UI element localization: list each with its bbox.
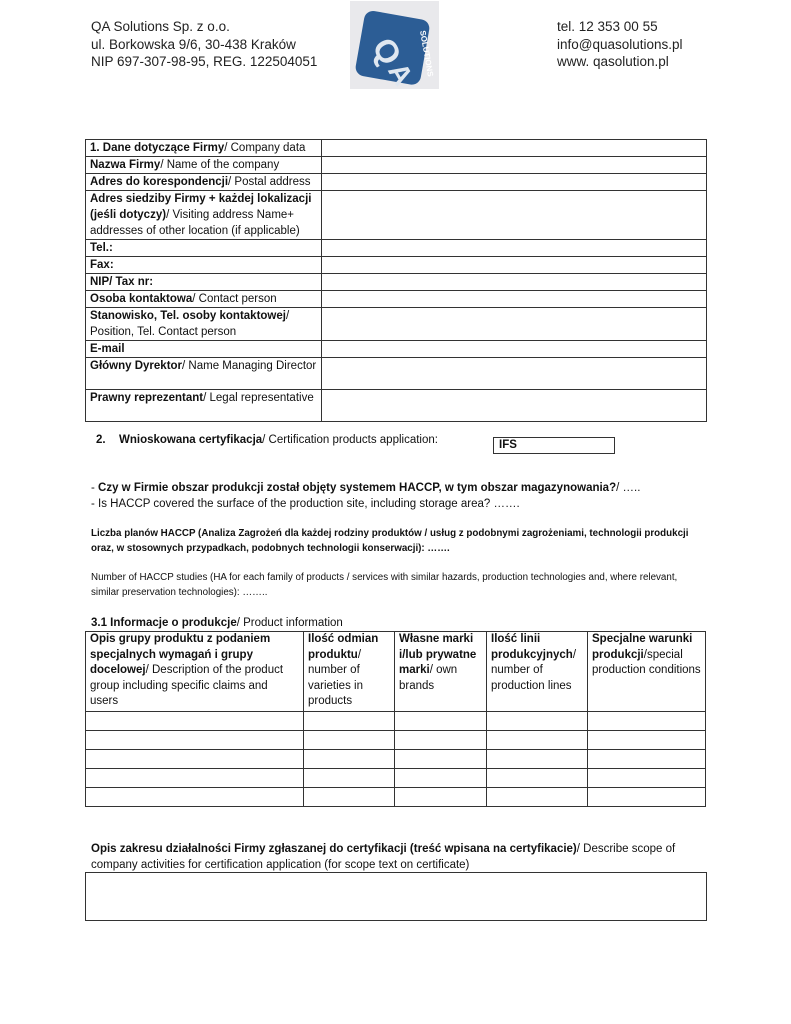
company-data-title: 1. Dane dotyczące Firmy/ Company data [86,140,322,157]
table-row [86,731,706,750]
product-cell[interactable] [304,712,395,731]
product-cell[interactable] [487,788,588,807]
qa-solutions-logo [350,1,439,89]
field-input-legal-representative[interactable] [322,390,707,422]
product-cell[interactable] [86,769,304,788]
field-label-managing-director: Główny Dyrektor/ Name Managing Director [86,358,322,390]
product-cell[interactable] [588,769,706,788]
product-cell[interactable] [304,731,395,750]
certification-label-pl: Wnioskowana certyfikacja [119,434,263,446]
field-label-contact-position: Stanowisko, Tel. osoby kontaktowej/ Position, Tel. Contact person [86,308,322,341]
column-header-special-conditions: Specjalne warunki produkcji/special production conditions [588,632,706,712]
table-row [86,390,707,422]
field-input-company-name[interactable] [322,157,707,174]
field-label-contact-person: Osoba kontaktowa/ Contact person [86,291,322,308]
field-label-visiting-address: Adres siedziby Firmy + każdej lokalizacji (jeśli dotyczy)/ Visiting address Name+ addresses of other location (if applicable) [86,191,322,240]
field-input-tax-nr[interactable] [322,274,707,291]
product-cell[interactable] [395,788,487,807]
field-input-visiting-address[interactable] [322,191,707,240]
table-row [86,240,707,257]
table-row [86,308,707,341]
field-label-email: E-mail [86,341,322,358]
certification-application-label [96,434,438,446]
field-label-postal-address: Adres do korespondencji/ Postal address [86,174,322,191]
product-cell[interactable] [487,712,588,731]
table-row [86,191,707,240]
field-input-contact-person[interactable] [322,291,707,308]
product-cell[interactable] [487,731,588,750]
field-input-email[interactable] [322,341,707,358]
column-header-own-brands: Własne marki i/lub prywatne marki/ own brands [395,632,487,712]
field-label-company-name: Nazwa Firmy/ Name of the company [86,157,322,174]
field-label-tax-nr: NIP/ Tax nr: [86,274,322,291]
table-row [86,788,706,807]
table-row [86,358,707,390]
product-cell[interactable] [304,788,395,807]
product-cell[interactable] [304,750,395,769]
field-label-tel: Tel.: [86,240,322,257]
company-data-table [85,139,707,422]
svg-text:Q: Q [365,31,409,72]
haccp-plans-count-en: Number of HACCP studies (HA for each family of products / services with similar hazards, production technologies and, where relevant, similar preservation technologies): …….. [91,572,678,598]
company-name: QA Solutions Sp. z o.o. [91,19,230,34]
scope-description-label: Opis zakresu działalności Firmy zgłaszanej do certyfikacji (treść wpisana na certyfikacie)/ Describe scope of company activities for certification application (for scope text on certificate) [91,843,676,871]
column-header-product-group: Opis grupy produktu z podaniem specjalnych wymagań i grupy docelowej/ Description of the product group including specific claims and users [86,632,304,712]
haccp-plans-count-pl: Liczba planów HACCP (Analiza Zagrożeń dla każdej rodziny produktów / usług z podobnymi zagrożeniami, technologii produkcji oraz, w stosownych przypadkach, podobnych technologii konserwacji): ……. [91,528,689,554]
table-row [86,341,707,358]
company-email: info@quasolutions.pl [557,36,683,52]
field-input-postal-address[interactable] [322,174,707,191]
product-cell[interactable] [395,712,487,731]
product-cell[interactable] [86,712,304,731]
scope-description-field[interactable] [85,872,707,921]
product-information-title: 3.1 Informacje o produkcje/ Product information [91,617,343,629]
company-contact-block [557,18,683,71]
product-cell[interactable] [304,769,395,788]
table-row [86,291,707,308]
table-row [86,274,707,291]
field-input-tel[interactable] [322,240,707,257]
certification-label-en: / Certification products application: [262,434,438,446]
field-label-fax: Fax: [86,257,322,274]
product-cell[interactable] [395,750,487,769]
table-row [86,750,706,769]
company-address-block [91,18,317,71]
svg-text:A: A [382,57,420,89]
certification-standard-field[interactable]: IFS [493,437,615,454]
svg-text:SOLUTIONS: SOLUTIONS [418,29,435,78]
product-cell[interactable] [588,750,706,769]
product-cell[interactable] [588,788,706,807]
product-cell[interactable] [86,731,304,750]
table-row [86,769,706,788]
product-table-header-row [86,632,706,712]
field-input-contact-position[interactable] [322,308,707,341]
product-cell[interactable] [588,731,706,750]
table-row [86,157,707,174]
company-website: www. qasolution.pl [557,54,669,69]
field-label-legal-representative: Prawny reprezentant/ Legal representative [86,390,322,422]
company-phone: tel. 12 353 00 55 [557,19,658,34]
field-input-managing-director[interactable] [322,358,707,390]
product-cell[interactable] [487,750,588,769]
company-data-header-blank [322,140,707,157]
haccp-question-en: - Is HACCP covered the surface of the production site, including storage area? ……. [91,498,520,510]
column-header-varieties: Ilość odmian produktu/ number of varieties in products [304,632,395,712]
table-row [86,257,707,274]
company-registration: NIP 697-307-98-95, REG. 122504051 [91,54,318,69]
product-cell[interactable] [86,788,304,807]
company-data-header-row [86,140,707,157]
haccp-question-pl: - Czy w Firmie obszar produkcji został objęty systemem HACCP, w tym obszar magazynowania?/ ….. [91,482,641,494]
product-cell[interactable] [487,769,588,788]
table-row [86,174,707,191]
column-header-production-lines: Ilość linii produkcyjnych/ number of production lines [487,632,588,712]
product-information-table [85,631,706,807]
product-cell[interactable] [395,731,487,750]
company-street: ul. Borkowska 9/6, 30-438 Kraków [91,36,296,52]
table-row [86,712,706,731]
section-number: 2. [96,434,106,446]
product-cell[interactable] [86,750,304,769]
product-cell[interactable] [395,769,487,788]
product-cell[interactable] [588,712,706,731]
field-input-fax[interactable] [322,257,707,274]
